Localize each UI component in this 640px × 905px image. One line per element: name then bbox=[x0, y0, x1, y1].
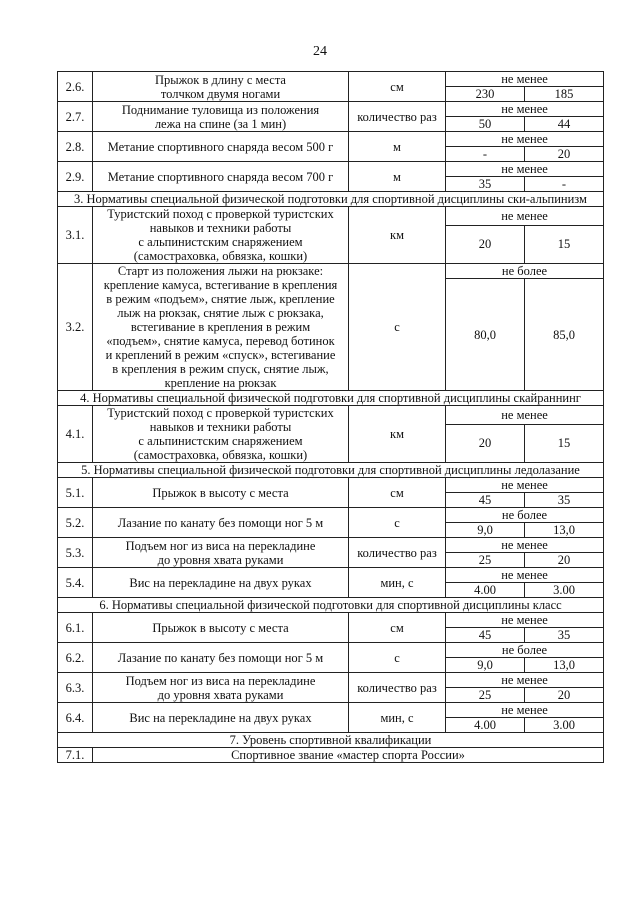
section-heading: 4. Нормативы специальной физической подготовки для спортивной дисциплины скайраннинг bbox=[58, 391, 604, 406]
test-name: Подъем ног из виса на перекладине до уровня хвата руками bbox=[93, 538, 349, 568]
condition: не менее bbox=[446, 102, 604, 117]
norms-table bbox=[57, 71, 604, 763]
value-male: 9,0 bbox=[446, 658, 525, 673]
table-row bbox=[58, 748, 604, 763]
row-number: 5.1. bbox=[58, 478, 93, 508]
unit: см bbox=[349, 613, 446, 643]
value-male: 230 bbox=[446, 87, 525, 102]
value-female: 3.00 bbox=[525, 718, 604, 733]
condition: не менее bbox=[446, 162, 604, 177]
value-female: 20 bbox=[525, 147, 604, 162]
value-female: 13,0 bbox=[525, 658, 604, 673]
test-name: Туристский поход с проверкой туристских навыков и техники работы с альпинистским снаряжением (самостраховка, обвязка, кошки) bbox=[93, 406, 349, 463]
condition: не менее bbox=[446, 478, 604, 493]
condition: не более bbox=[446, 508, 604, 523]
value-male: 9,0 bbox=[446, 523, 525, 538]
condition: не менее bbox=[446, 673, 604, 688]
test-name: Поднимание туловища из положения лежа на спине (за 1 мин) bbox=[93, 102, 349, 132]
value-female: 20 bbox=[525, 553, 604, 568]
condition: не более bbox=[446, 643, 604, 658]
unit: см bbox=[349, 478, 446, 508]
table-row bbox=[58, 613, 604, 628]
value-female: 3.00 bbox=[525, 583, 604, 598]
condition: не менее bbox=[446, 538, 604, 553]
test-name: Метание спортивного снаряда весом 700 г bbox=[93, 162, 349, 192]
test-name: Лазание по канату без помощи ног 5 м bbox=[93, 508, 349, 538]
qualification-name: Спортивное звание «мастер спорта России» bbox=[93, 748, 604, 763]
unit: мин, с bbox=[349, 568, 446, 598]
row-number: 3.2. bbox=[58, 264, 93, 391]
value-male: 45 bbox=[446, 493, 525, 508]
table-row bbox=[58, 72, 604, 87]
unit: с bbox=[349, 643, 446, 673]
condition: не более bbox=[446, 264, 604, 279]
row-number: 6.4. bbox=[58, 703, 93, 733]
unit: количество раз bbox=[349, 538, 446, 568]
row-number: 5.2. bbox=[58, 508, 93, 538]
unit: количество раз bbox=[349, 673, 446, 703]
value-female: 20 bbox=[525, 688, 604, 703]
row-number: 5.3. bbox=[58, 538, 93, 568]
unit: мин, с bbox=[349, 703, 446, 733]
value-male: 4.00 bbox=[446, 718, 525, 733]
table-row bbox=[58, 508, 604, 523]
value-male: 25 bbox=[446, 553, 525, 568]
test-name: Прыжок в высоту с места bbox=[93, 613, 349, 643]
value-male: 20 bbox=[446, 225, 525, 263]
section-heading: 6. Нормативы специальной физической подготовки для спортивной дисциплины класс bbox=[58, 598, 604, 613]
table-row bbox=[58, 538, 604, 553]
unit: см bbox=[349, 72, 446, 102]
row-number: 2.9. bbox=[58, 162, 93, 192]
condition: не менее bbox=[446, 703, 604, 718]
value-male: 20 bbox=[446, 424, 525, 462]
table-row bbox=[58, 673, 604, 688]
condition: не менее bbox=[446, 72, 604, 87]
value-female: 185 bbox=[525, 87, 604, 102]
value-male: 50 bbox=[446, 117, 525, 132]
value-female: 35 bbox=[525, 628, 604, 643]
row-number: 5.4. bbox=[58, 568, 93, 598]
condition: не менее bbox=[446, 207, 604, 226]
test-name: Лазание по канату без помощи ног 5 м bbox=[93, 643, 349, 673]
value-male: 35 bbox=[446, 177, 525, 192]
condition: не менее bbox=[446, 568, 604, 583]
row-number: 2.8. bbox=[58, 132, 93, 162]
table-row bbox=[58, 568, 604, 583]
row-number: 7.1. bbox=[58, 748, 93, 763]
value-female: 15 bbox=[525, 225, 604, 263]
table-row bbox=[58, 207, 604, 226]
test-name: Туристский поход с проверкой туристских навыков и техники работы с альпинистским снаряжением (самостраховка, обвязка, кошки) bbox=[93, 207, 349, 264]
value-male: 25 bbox=[446, 688, 525, 703]
row-number: 2.6. bbox=[58, 72, 93, 102]
value-female: 35 bbox=[525, 493, 604, 508]
condition: не менее bbox=[446, 406, 604, 425]
table-row bbox=[58, 643, 604, 658]
test-name: Старт из положения лыжи на рюкзаке: крепление камуса, встегивание в крепления в режим «подъем», снятие лыж, крепление лыж на рюкзак, снятие лыж с рюкзака, встегивание в крепления в режим «подъем», снятие камуса, перевод ботинок и креплений в режим «спуск», встегивание в крепления в режим спуск, снятие лыж, крепление на рюкзак bbox=[93, 264, 349, 391]
condition: не менее bbox=[446, 132, 604, 147]
unit: количество раз bbox=[349, 102, 446, 132]
row-number: 6.1. bbox=[58, 613, 93, 643]
value-female: 15 bbox=[525, 424, 604, 462]
unit: км bbox=[349, 207, 446, 264]
table-row bbox=[58, 264, 604, 279]
unit: с bbox=[349, 508, 446, 538]
table-row bbox=[58, 478, 604, 493]
test-name: Подъем ног из виса на перекладине до уровня хвата руками bbox=[93, 673, 349, 703]
row-number: 2.7. bbox=[58, 102, 93, 132]
unit: км bbox=[349, 406, 446, 463]
row-number: 4.1. bbox=[58, 406, 93, 463]
table-row bbox=[58, 132, 604, 147]
value-male: - bbox=[446, 147, 525, 162]
page-number: 24 bbox=[313, 44, 327, 59]
unit: м bbox=[349, 132, 446, 162]
test-name: Вис на перекладине на двух руках bbox=[93, 703, 349, 733]
value-female: - bbox=[525, 177, 604, 192]
value-female: 85,0 bbox=[525, 279, 604, 391]
table-row bbox=[58, 162, 604, 177]
value-male: 4.00 bbox=[446, 583, 525, 598]
row-number: 6.2. bbox=[58, 643, 93, 673]
table-row bbox=[58, 102, 604, 117]
condition: не менее bbox=[446, 613, 604, 628]
table-row bbox=[58, 703, 604, 718]
value-male: 80,0 bbox=[446, 279, 525, 391]
unit: с bbox=[349, 264, 446, 391]
row-number: 3.1. bbox=[58, 207, 93, 264]
value-female: 44 bbox=[525, 117, 604, 132]
test-name: Прыжок в высоту с места bbox=[93, 478, 349, 508]
value-male: 45 bbox=[446, 628, 525, 643]
value-female: 13,0 bbox=[525, 523, 604, 538]
test-name: Метание спортивного снаряда весом 500 г bbox=[93, 132, 349, 162]
table-row bbox=[58, 406, 604, 425]
unit: м bbox=[349, 162, 446, 192]
section-heading: 7. Уровень спортивной квалификации bbox=[58, 733, 604, 748]
section-heading: 5. Нормативы специальной физической подготовки для спортивной дисциплины ледолазание bbox=[58, 463, 604, 478]
test-name: Прыжок в длину с места толчком двумя ногами bbox=[93, 72, 349, 102]
section-heading: 3. Нормативы специальной физической подготовки для спортивной дисциплины ски-альпинизм bbox=[58, 192, 604, 207]
row-number: 6.3. bbox=[58, 673, 93, 703]
test-name: Вис на перекладине на двух руках bbox=[93, 568, 349, 598]
